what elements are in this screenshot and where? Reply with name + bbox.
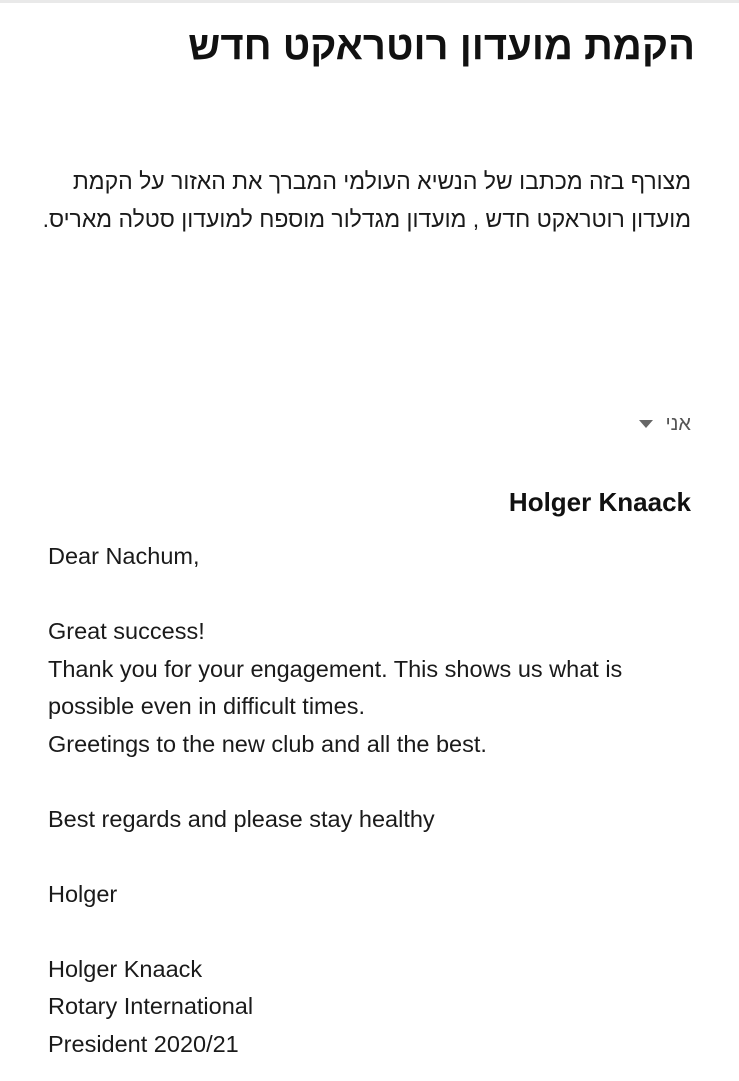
- signature-line: Rotary International: [48, 993, 254, 1019]
- message-paragraph: [48, 613, 698, 763]
- sender-name: Holger Knaack: [508, 487, 691, 517]
- message-line: Greetings to the new club and all the best.: [48, 730, 487, 757]
- top-divider: [0, 0, 739, 3]
- email-subject: הקמת מועדון רוטראקט חדש: [188, 24, 695, 68]
- sign-off: Holger: [48, 880, 118, 907]
- chevron-down-icon: [639, 420, 653, 428]
- forward-note: מצורף בזה מכתבו של הנשיא העולמי המברך את האזור על הקמת מועדון רוטראקט חדש , מועדון מגדלור מוספח למועדון סטלה מאריס.: [42, 168, 691, 232]
- signature-line: President 2020/21: [48, 1030, 239, 1057]
- message-line: Thank you for your engagement. This shows us what is possible even in difficult times.: [48, 655, 623, 719]
- closing-line: Best regards and please stay healthy: [48, 805, 435, 832]
- greeting: Dear Nachum,: [48, 543, 200, 569]
- signature-block: [48, 951, 698, 1064]
- email-body: [48, 538, 698, 1063]
- recipient-toggle[interactable]: [631, 410, 691, 438]
- signature-line: Holger Knaack: [48, 955, 203, 982]
- recipient-label: אני: [665, 413, 691, 435]
- message-line: Great success!: [48, 618, 205, 644]
